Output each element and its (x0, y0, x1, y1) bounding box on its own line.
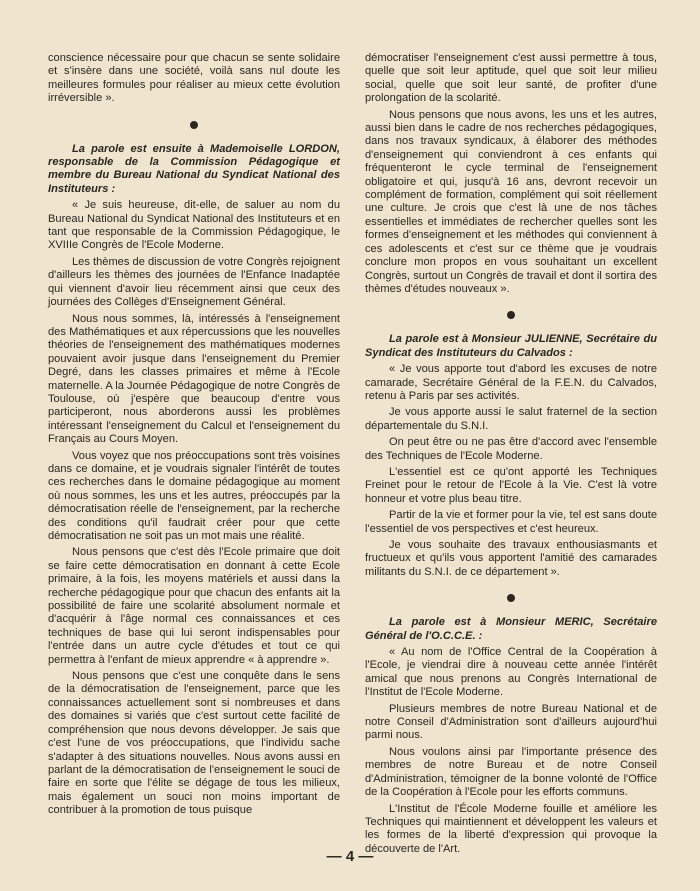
paragraph: « Je suis heureuse, dit-elle, de saluer au nom du Bureau National du Syndicat National des Instituteurs et en tant que responsable de la Commission Pédagogique, le XVIIIe Congrès de l'Ecole Moderne. (48, 199, 340, 252)
paragraph: Nous pensons que nous avons, les uns et les autres, aussi bien dans le cadre de nos recherches pédagogiques, dans nos travaux syndicaux, à élaborer des méthodes d'enseignement qui conviendront à ces enfants qui fréquenteront le cycle terminal de l'enseignement obligatoire et qui, jusqu'à 16 ans, devront recevoir un complément de formation, complément qui soit réellement une culture. Je crois que c'est là une de nos tâches essentielles et immédiates de rechercher quelles sont les formes d'enseignement et les méthodes qui conviennent à ces adolescents et c'est sur ce thème que je voudrais conclure mon propos en vous souhaitant un excellent Congrès, surtout un Congrès de travail et dont il sortira des thèmes d'études nouveaux ». (365, 108, 657, 295)
section-bullet (365, 594, 657, 602)
section-bullet (48, 121, 340, 129)
section-bullet (365, 311, 657, 319)
paragraph: L'Institut de l'École Moderne fouille et améliore les Techniques qui maintiennent et développent les valeurs et les formes de la liberté d'expression qui provoque la découverte de l'Art. (365, 802, 657, 855)
paragraph: conscience nécessaire pour que chacun se sente solidaire et s'insère dans une société, voilà sans nul doute les meilleures formules pour réaliser au mieux cette évolution irréversible ». (48, 52, 340, 105)
speaker-intro: La parole est à Monsieur JULIENNE, Secrétaire du Syndicat des Instituteurs du Calvados : (365, 333, 657, 359)
paragraph: Je vous souhaite des travaux enthousiasmants et fructueux et qu'ils vous apportent l'amitié des camarades militants du S.N.I. de ce département ». (365, 539, 657, 578)
paragraph: Je vous apporte aussi le salut fraternel de la section départementale du S.N.I. (365, 406, 657, 432)
paragraph: Nous voulons ainsi par l'importante présence des membres de notre Bureau et de notre Conseil d'Administration, témoigner de la bonne volonté de l'Office de la Coopération à l'Ecole pour les efforts communs. (365, 745, 657, 799)
paragraph: Les thèmes de discussion de votre Congrès rejoignent d'ailleurs les thèmes des journées de l'Enfance Inadaptée qui viennent d'avoir lieu récemment ainsi que ceux des journées des Collèges d'Enseignement Général. (48, 255, 340, 309)
right-column (365, 52, 657, 859)
paragraph: Partir de la vie et former pour la vie, tel est sans doute l'essentiel de vos perspectives et c'est heureux. (365, 509, 657, 535)
paragraph: démocratiser l'enseignement c'est aussi permettre à tous, quelle que soit leur aptitude, quel que soit leur milieu social, quelle que soit leur santé, de profiter d'une prolongation de la scolarité. (365, 52, 657, 105)
paragraph: Vous voyez que nos préoccupations sont très voisines dans ce domaine, et je voudrais signaler l'intérêt de toutes ces recherches dans le domaine pédagogique au moment où nous sommes, les uns et les autres, préoccupés par la démocratisation réelle de l'enseignement, par la recherche des conditions qu'il faudrait créer pour que cette démocratisation ne soit pas un mot mais une réalité. (48, 449, 340, 542)
speaker-intro: La parole est ensuite à Mademoiselle LORDON, responsable de la Commission Pédagogique et membre du Bureau National du Syndicat National des Instituteurs : (48, 142, 340, 195)
paragraph: « Je vous apporte tout d'abord les excuses de notre camarade, Secrétaire Général de la F.E.N. du Calvados, retenu à Paris par ses activités. (365, 363, 657, 402)
paragraph: Nous pensons que c'est une conquête dans le sens de la démocratisation de l'enseignement, parce que les connaissances actuellement sont si nombreuses et dans des domaines si variés que c'est surtout cette facilité de compréhension que nous devons développer. Je sais que c'est l'une de vos préoccupations, que l'individu sache s'adapter à des situations nouvelles. Nous avons aussi en parlant de la démocratisation de l'enseignement le souci de faire en sorte que l'élite se dégage de tous les milieux, mais également un souci non moins important de contribuer à la promotion de tous puisque (48, 670, 340, 817)
paragraph: Nous nous sommes, là, intéressés à l'enseignement des Mathématiques et aux répercussions que les nouvelles théories de l'enseignement des mathématiques modernes pouvaient avoir jusque dans l'enseignement du Premier Degré, dans les classes primaires et même à l'Ecole maternelle. A la Journée Pédagogique de notre Congrès de Toulouse, où j'espère que beaucoup d'entre vous participeront, nous aborderons aussi les problèmes intéressant l'enseignement du Calcul et l'enseignement du Français au Cours Moyen. (48, 312, 340, 446)
paragraph: L'essentiel est ce qu'ont apporté les Techniques Freinet pour le retour de l'Ecole à la Vie. C'est là votre honneur et votre plus beau titre. (365, 465, 657, 505)
paragraph: On peut être ou ne pas être d'accord avec l'ensemble des Techniques de l'Ecole Moderne. (365, 436, 657, 462)
paragraph: Plusieurs membres de notre Bureau National et de notre Conseil d'Administration sont d'ailleurs aujourd'hui parmi nous. (365, 702, 657, 742)
speaker-intro: La parole est à Monsieur MERIC, Secrétaire Général de l'O.C.C.E. : (365, 616, 657, 642)
page-number: — 4 — (326, 848, 374, 865)
left-column (48, 52, 340, 821)
paragraph: « Au nom de l'Office Central de la Coopération à l'Ecole, je viendrai dire à nouveau cette année l'intérêt amical que nous prenons au Congrès International de l'Institut de l'Ecole Moderne. (365, 646, 657, 699)
paragraph: Nous pensons que c'est dès l'Ecole primaire que doit se faire cette démocratisation en donnant à cette Ecole primaire, à la fois, les moyens matériels et aussi dans la recherche pédagogique pour que chacun des enfants ait la possibilité de faire une scolarité absolument normale et d'acquérir à l'âge normal ces connaissances et ces techniques de base qui lui seront indispensables pour l'entrée dans un autre cycle d'études et tout ce qui permettra à l'enfant de mieux apprendre « à apprendre ». (48, 546, 340, 666)
